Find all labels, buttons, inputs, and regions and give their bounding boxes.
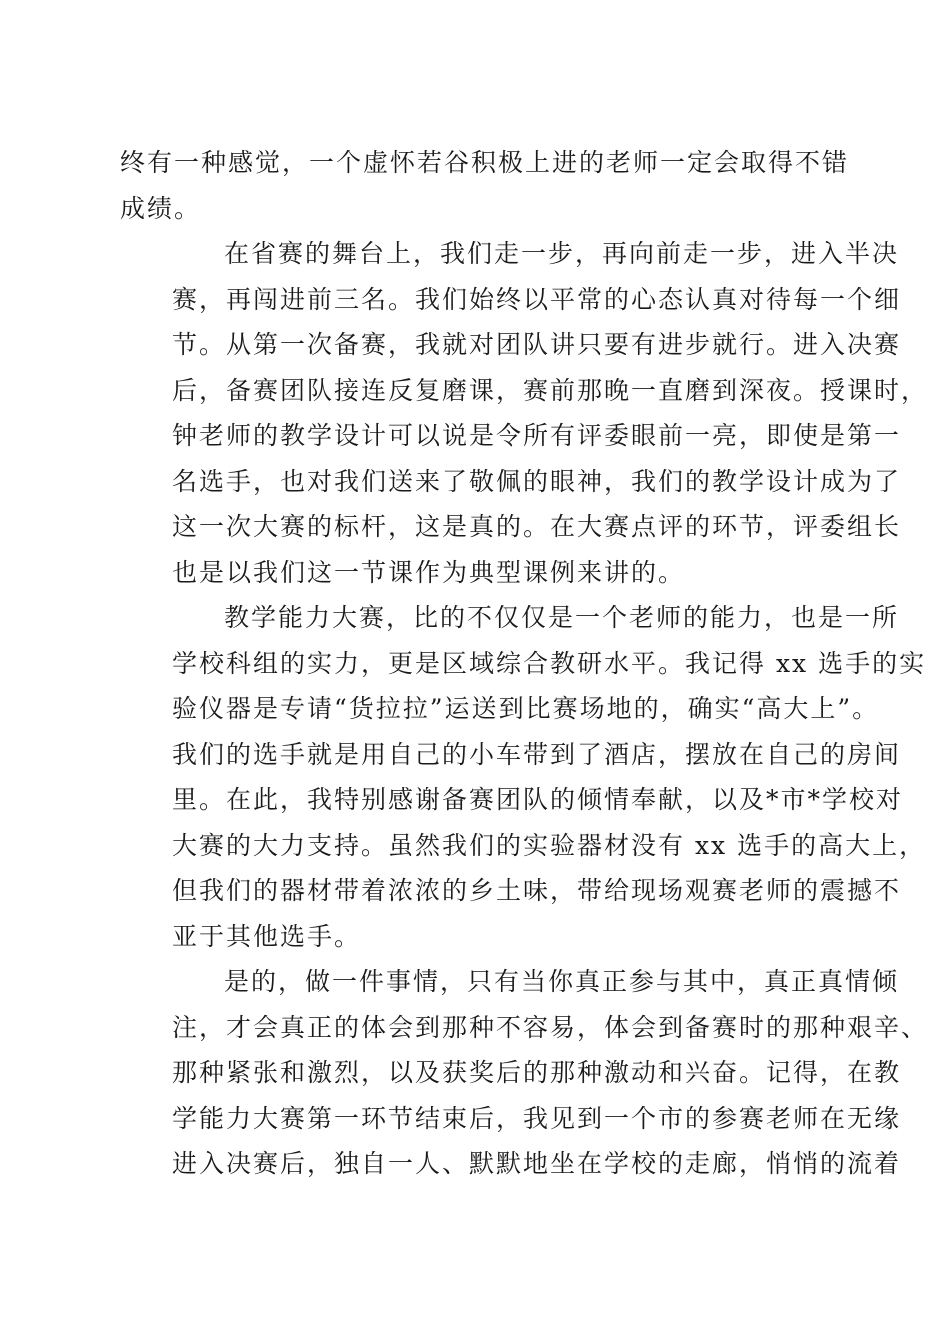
text-line: 学校科组的实力，更是区域综合教研水平。我记得 xx 选手的实 (172, 648, 927, 678)
text-line: 亚于其他选手。 (172, 921, 362, 951)
paragraph-4 (120, 959, 929, 1187)
text-line: 里。在此，我特别感谢备赛团队的倾情奉献，以及*市*学校对 (172, 785, 904, 814)
text-line: 在省赛的舞台上，我们走一步，再向前走一步，进入半决 (224, 239, 900, 268)
document-body (120, 140, 929, 1187)
text-line: 成绩。 (120, 193, 202, 223)
text-line: 这一次大赛的标杆，这是真的。在大赛点评的环节，评委组长 (172, 512, 902, 541)
text-line: 节。从第一次备赛，我就对团队讲只要有进步就行。进入决赛 (172, 330, 902, 359)
text-line: 也是以我们这一节课作为典型课例来讲的。 (172, 557, 686, 587)
paragraph-3 (120, 595, 927, 959)
text-line: 那种紧张和激烈，以及获奖后的那种激动和兴奋。记得，在教 (172, 1058, 902, 1087)
text-line: 进入决赛后，独自一人、默默地坐在学校的走廊，悄悄的流着 (172, 1149, 902, 1178)
text-line: 钟老师的教学设计可以说是令所有评委眼前一亮，即使是第一 (172, 421, 902, 450)
text-line: 注，才会真正的体会到那种不容易，体会到备赛时的那种艰辛、 (172, 1012, 929, 1042)
text-line: 名选手，也对我们送来了敬佩的眼神，我们的教学设计成为了 (172, 466, 902, 496)
text-line: 大赛的大力支持。虽然我们的实验器材没有 xx 选手的高大上， (172, 830, 927, 860)
text-line: 是的，做一件事情，只有当你真正参与其中，真正真情倾 (224, 967, 900, 996)
text-line: 赛，再闯进前三名。我们始终以平常的心态认真对待每一个细 (172, 284, 902, 314)
text-line: 学能力大赛第一环节结束后，我见到一个市的参赛老师在无缘 (172, 1103, 902, 1133)
paragraph-1 (120, 140, 850, 231)
text-line: 后，备赛团队接连反复磨课，赛前那晚一直磨到深夜。授课时， (172, 375, 929, 405)
text-line: 验仪器是专请“货拉拉”运送到比赛场地的，确实“高大上”。 (172, 694, 880, 723)
text-line: 教学能力大赛，比的不仅仅是一个老师的能力，也是一所 (224, 603, 900, 632)
text-line: 但我们的器材带着浓浓的乡土味，带给现场观赛老师的震撼不 (172, 876, 902, 905)
paragraph-2 (120, 231, 929, 595)
text-line: 我们的选手就是用自己的小车带到了酒店，摆放在自己的房间 (172, 739, 902, 769)
text-line: 终有一种感觉，一个虚怀若谷积极上进的老师一定会取得不错 (120, 148, 850, 177)
